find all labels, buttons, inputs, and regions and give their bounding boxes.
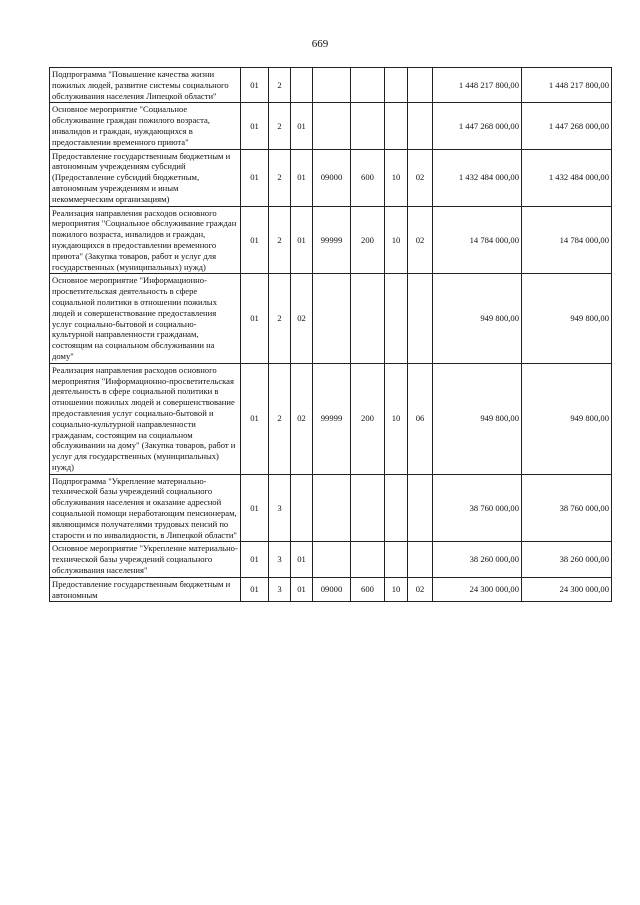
table-row (50, 149, 612, 206)
row-name: Предоставление государственным бюджетным и автономным (50, 577, 241, 602)
code-direction: 99999 (313, 363, 351, 474)
table-row (50, 274, 612, 363)
code-direction: 99999 (313, 206, 351, 274)
code-expense-type (351, 68, 385, 103)
code-expense-type (351, 474, 385, 542)
code-admin: 01 (241, 363, 269, 474)
row-name: Предоставление государственным бюджетным и автономным учреждениям субсидий (Предоставление субсидий бюджетным, автономным учреждениям и иным некоммерческим организациям) (50, 149, 241, 206)
amount-2: 1 432 484 000,00 (522, 149, 612, 206)
code-subsection: 02 (408, 149, 433, 206)
code-expense-type (351, 542, 385, 577)
code-section (385, 68, 408, 103)
code-subprogram: 3 (269, 577, 291, 602)
code-expense-type (351, 274, 385, 363)
amount-2: 949 800,00 (522, 274, 612, 363)
code-section: 10 (385, 149, 408, 206)
code-admin: 01 (241, 274, 269, 363)
amount-1: 38 760 000,00 (433, 474, 522, 542)
amount-2: 24 300 000,00 (522, 577, 612, 602)
code-section (385, 542, 408, 577)
code-section: 10 (385, 363, 408, 474)
code-measure (291, 68, 313, 103)
table-row (50, 68, 612, 103)
code-subsection (408, 474, 433, 542)
code-direction (313, 542, 351, 577)
code-subprogram: 2 (269, 206, 291, 274)
code-admin: 01 (241, 542, 269, 577)
amount-2: 38 260 000,00 (522, 542, 612, 577)
table-row (50, 103, 612, 149)
budget-table (49, 67, 612, 602)
code-subprogram: 2 (269, 149, 291, 206)
code-measure: 01 (291, 577, 313, 602)
code-expense-type: 200 (351, 363, 385, 474)
amount-2: 1 447 268 000,00 (522, 103, 612, 149)
code-expense-type: 600 (351, 149, 385, 206)
amount-1: 949 800,00 (433, 274, 522, 363)
code-measure: 02 (291, 274, 313, 363)
amount-1: 14 784 000,00 (433, 206, 522, 274)
code-measure (291, 474, 313, 542)
code-measure: 02 (291, 363, 313, 474)
code-subprogram: 2 (269, 103, 291, 149)
row-name: Подпрограмма "Укрепление материально-технической базы учреждений социального обслуживания населения и оказание адресной социальной помощи неработающим пенсионерам, являющимся получателями трудовых пенсий по старости и по инвалидности, в Липецкой области" (50, 474, 241, 542)
amount-2: 949 800,00 (522, 363, 612, 474)
amount-1: 949 800,00 (433, 363, 522, 474)
code-subprogram: 3 (269, 542, 291, 577)
code-admin: 01 (241, 577, 269, 602)
code-section: 10 (385, 577, 408, 602)
code-expense-type: 600 (351, 577, 385, 602)
code-measure: 01 (291, 103, 313, 149)
code-subprogram: 2 (269, 363, 291, 474)
amount-1: 1 447 268 000,00 (433, 103, 522, 149)
table-row (50, 542, 612, 577)
amount-2: 1 448 217 800,00 (522, 68, 612, 103)
code-direction (313, 474, 351, 542)
code-section: 10 (385, 206, 408, 274)
row-name: Основное мероприятие "Социальное обслуживание граждан пожилого возраста, инвалидов и граждан, нуждающихся в предоставлении временного приюта" (50, 103, 241, 149)
code-subsection: 06 (408, 363, 433, 474)
row-name: Реализация направления расходов основного мероприятия "Социальное обслуживание граждан пожилого возраста, инвалидов и граждан, нуждающихся в предоставлении временного приюта" (Закупка товаров, работ и услуг для государственных (муниципальных) нужд) (50, 206, 241, 274)
code-subsection: 02 (408, 206, 433, 274)
code-subsection (408, 274, 433, 363)
code-subsection (408, 68, 433, 103)
code-subprogram: 2 (269, 68, 291, 103)
code-section (385, 274, 408, 363)
row-name: Подпрограмма "Повышение качества жизни пожилых людей, развитие системы социального обслуживания населения Липецкой области" (50, 68, 241, 103)
code-admin: 01 (241, 68, 269, 103)
amount-1: 1 448 217 800,00 (433, 68, 522, 103)
code-section (385, 474, 408, 542)
page-number: 669 (311, 38, 329, 50)
code-admin: 01 (241, 149, 269, 206)
row-name: Основное мероприятие "Укрепление материально-технической базы учреждений социального обслуживания населения" (50, 542, 241, 577)
code-measure: 01 (291, 149, 313, 206)
code-expense-type (351, 103, 385, 149)
code-subsection: 02 (408, 577, 433, 602)
amount-2: 14 784 000,00 (522, 206, 612, 274)
code-admin: 01 (241, 103, 269, 149)
code-measure: 01 (291, 206, 313, 274)
amount-1: 38 260 000,00 (433, 542, 522, 577)
code-admin: 01 (241, 474, 269, 542)
amount-1: 1 432 484 000,00 (433, 149, 522, 206)
code-admin: 01 (241, 206, 269, 274)
code-measure: 01 (291, 542, 313, 577)
amount-2: 38 760 000,00 (522, 474, 612, 542)
amount-1: 24 300 000,00 (433, 577, 522, 602)
code-subprogram: 3 (269, 474, 291, 542)
code-direction (313, 274, 351, 363)
code-subsection (408, 103, 433, 149)
row-name: Реализация направления расходов основного мероприятия "Информационно-просветительская деятельность в сфере социальной политики в отношении пожилых людей и совершенствование предоставления услуг социально-бытовой и социально-культурной направленности гражданам, состоящим на социальном обслуживании на дому" (Закупка товаров, работ и услуг для государственных (муниципальных) нужд) (50, 363, 241, 474)
table-row (50, 474, 612, 542)
code-direction (313, 68, 351, 103)
table-row (50, 577, 612, 602)
code-direction (313, 103, 351, 149)
code-section (385, 103, 408, 149)
code-subprogram: 2 (269, 274, 291, 363)
code-expense-type: 200 (351, 206, 385, 274)
table-row (50, 363, 612, 474)
row-name: Основное мероприятие "Информационно-просветительская деятельность в сфере социальной политики в отношении пожилых людей и совершенствование предоставления услуг социально-бытовой и социально-культурной направленности гражданам, состоящим на социальном обслуживании на дому" (50, 274, 241, 363)
code-direction: 09000 (313, 149, 351, 206)
code-direction: 09000 (313, 577, 351, 602)
code-subsection (408, 542, 433, 577)
table-row (50, 206, 612, 274)
